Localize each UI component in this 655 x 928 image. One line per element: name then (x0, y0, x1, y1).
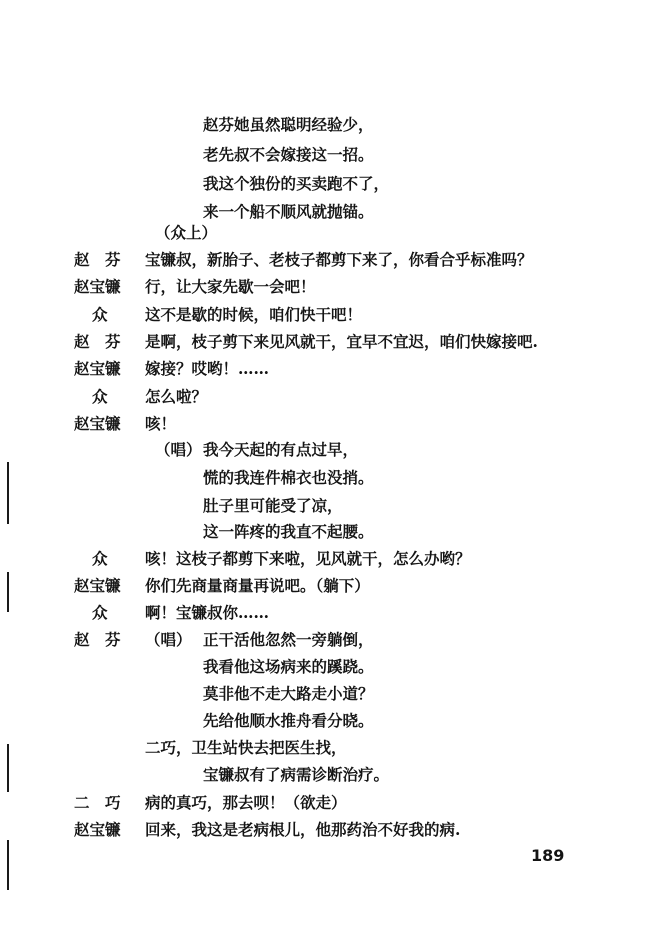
song-line: 正干活他忽然一旁躺倒， (203, 630, 374, 649)
song-cue: （唱） (155, 440, 202, 459)
speaker-name: 赵 芬 (74, 250, 121, 269)
song-line: 我今天起的有点过早， (203, 440, 359, 459)
speaker-name: 赵 芬 (74, 332, 121, 351)
scan-margin-mark (7, 840, 9, 890)
song-cue: （唱） (145, 630, 192, 649)
dialogue-line: 咳！ (145, 414, 177, 433)
verse-line: 赵芬她虽然聪明经验少， (203, 115, 374, 134)
verse-line: 老先叔不会嫁接这一招。 (203, 145, 374, 164)
song-line: 二巧，卫生站快去把医生找， (145, 738, 347, 757)
dialogue-line: 回来，我这是老病根儿，他那药治不好我的病. (145, 820, 461, 839)
scan-margin-mark (7, 462, 9, 524)
verse-line: 我这个独份的买卖跑不了， (203, 174, 390, 193)
song-line: 慌的我连件棉衣也没捎。 (203, 468, 374, 487)
dialogue-line: 是啊，枝子剪下来见风就干，宜早不宜迟，咱们快嫁接吧. (145, 332, 538, 351)
speaker-name: 众 (92, 387, 108, 406)
stage-direction: （众上） (155, 223, 218, 242)
song-line: 宝镰叔有了病需诊断治疗。 (203, 765, 390, 784)
scan-margin-mark (7, 572, 9, 612)
scan-margin-mark (7, 744, 9, 792)
song-line: 莫非他不走大路走小道？ (203, 684, 374, 703)
speaker-name: 赵 芬 (74, 630, 121, 649)
dialogue-line: 宝镰叔，新胎子、老枝子都剪下来了，你看合乎标准吗？ (145, 250, 533, 269)
speaker-name: 赵宝镰 (74, 414, 121, 433)
speaker-name: 赵宝镰 (74, 576, 121, 595)
song-line: 这一阵疼的我直不起腰。 (203, 522, 374, 541)
speaker-name: 二 巧 (74, 793, 121, 812)
page-number: 189 (531, 846, 565, 865)
speaker-name: 众 (92, 305, 108, 324)
speaker-name: 赵宝镰 (74, 277, 121, 296)
dialogue-line: 嫁接？哎哟！…… (145, 359, 270, 378)
speaker-name: 赵宝镰 (74, 359, 121, 378)
verse-line: 来一个船不顺风就抛锚。 (203, 202, 374, 221)
speaker-name: 赵宝镰 (74, 820, 121, 839)
dialogue-line: 怎么啦？ (145, 387, 208, 406)
dialogue-line: 啊！宝镰叔你…… (145, 603, 270, 622)
song-line: 先给他顺水推舟看分晓。 (203, 711, 374, 730)
dialogue-line: 这不是歇的时候，咱们快干吧！ (145, 305, 363, 324)
speaker-name: 众 (92, 603, 108, 622)
dialogue-line: 病的真巧，那去呗！（欲走） (145, 793, 347, 812)
speaker-name: 众 (92, 549, 108, 568)
dialogue-line: 你们先商量商量再说吧。（躺下） (145, 576, 370, 595)
song-line: 肚子里可能受了凉， (203, 496, 343, 515)
song-line: 我看他这场病来的蹊跷。 (203, 657, 374, 676)
dialogue-line: 咳！这枝子都剪下来啦，见风就干，怎么办哟？ (145, 549, 471, 568)
dialogue-line: 行，让大家先歇一会吧！ (145, 277, 316, 296)
